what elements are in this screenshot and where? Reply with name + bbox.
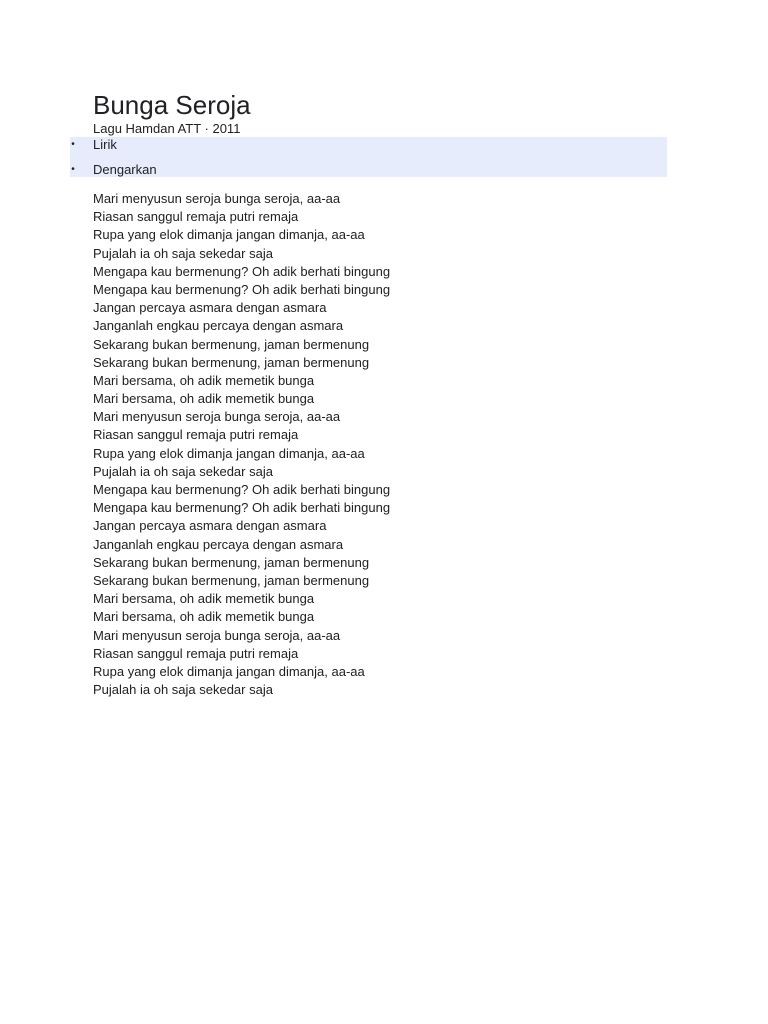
lyric-line: Riasan sanggul remaja putri remaja bbox=[93, 209, 299, 225]
lyric-line: Mari menyusun seroja bunga seroja, aa-aa bbox=[93, 191, 341, 206]
lyric-line: Mengapa kau bermenung? Oh adik berhati bingung bbox=[93, 263, 391, 279]
lyric-line: Mari bersama, oh adik memetik bunga bbox=[93, 591, 315, 607]
lyric-line: Mari bersama, oh adik memetik bunga bbox=[93, 372, 315, 388]
lyric-line: Sekarang bukan bermenung, jaman bermenung bbox=[93, 336, 370, 352]
lyric-line: Mari menyusun seroja bunga seroja, aa-aa bbox=[93, 627, 341, 643]
tab-dengarkan[interactable] bbox=[70, 162, 667, 180]
lyric-line: Riasan sanggul remaja putri remaja bbox=[93, 427, 299, 443]
tab-list bbox=[70, 137, 667, 177]
lyric-line: Riasan sanggul remaja putri remaja bbox=[93, 645, 299, 661]
lyric-line: Pujalah ia oh saja sekedar saja bbox=[93, 463, 273, 479]
lyric-line: Mari bersama, oh adik memetik bunga bbox=[93, 391, 315, 407]
lyric-line: Mari bersama, oh adik memetik bunga bbox=[93, 609, 315, 625]
tab-dengarkan-label: Dengarkan bbox=[93, 162, 157, 177]
lyric-line: Mengapa kau bermenung? Oh adik berhati bingung bbox=[93, 281, 391, 297]
lyric-line: Mengapa kau bermenung? Oh adik berhati bingung bbox=[93, 500, 391, 516]
lyric-line: Jangan percaya asmara dengan asmara bbox=[93, 518, 327, 534]
bullet-icon: • bbox=[71, 164, 75, 175]
lyrics-list bbox=[93, 190, 390, 699]
tab-lirik-label: Lirik bbox=[93, 137, 117, 152]
bullet-icon: • bbox=[71, 139, 75, 150]
lyric-line: Rupa yang elok dimanja jangan dimanja, aa-aa bbox=[93, 663, 365, 679]
song-title: Bunga Seroja bbox=[93, 90, 251, 120]
lyric-line: Mari menyusun seroja bunga seroja, aa-aa bbox=[93, 409, 341, 425]
lyric-line: Sekarang bukan bermenung, jaman bermenung bbox=[93, 572, 370, 588]
lyric-line: Pujalah ia oh saja sekedar saja bbox=[93, 682, 273, 698]
lyric-line: Sekarang bukan bermenung, jaman bermenung bbox=[93, 354, 370, 370]
lyric-line: Janganlah engkau percaya dengan asmara bbox=[93, 536, 344, 552]
lyric-line: Rupa yang elok dimanja jangan dimanja, aa-aa bbox=[93, 445, 365, 461]
lyric-line: Sekarang bukan bermenung, jaman bermenung bbox=[93, 554, 370, 570]
lyric-line: Janganlah engkau percaya dengan asmara bbox=[93, 318, 344, 334]
tab-lirik[interactable] bbox=[70, 137, 667, 155]
lyric-line: Rupa yang elok dimanja jangan dimanja, aa-aa bbox=[93, 227, 365, 243]
song-subtitle: Lagu Hamdan ATT · 2011 bbox=[93, 121, 241, 136]
lyric-line: Mengapa kau bermenung? Oh adik berhati bingung bbox=[93, 482, 391, 497]
lyric-line: Pujalah ia oh saja sekedar saja bbox=[93, 245, 273, 261]
lyric-line: Jangan percaya asmara dengan asmara bbox=[93, 300, 327, 316]
